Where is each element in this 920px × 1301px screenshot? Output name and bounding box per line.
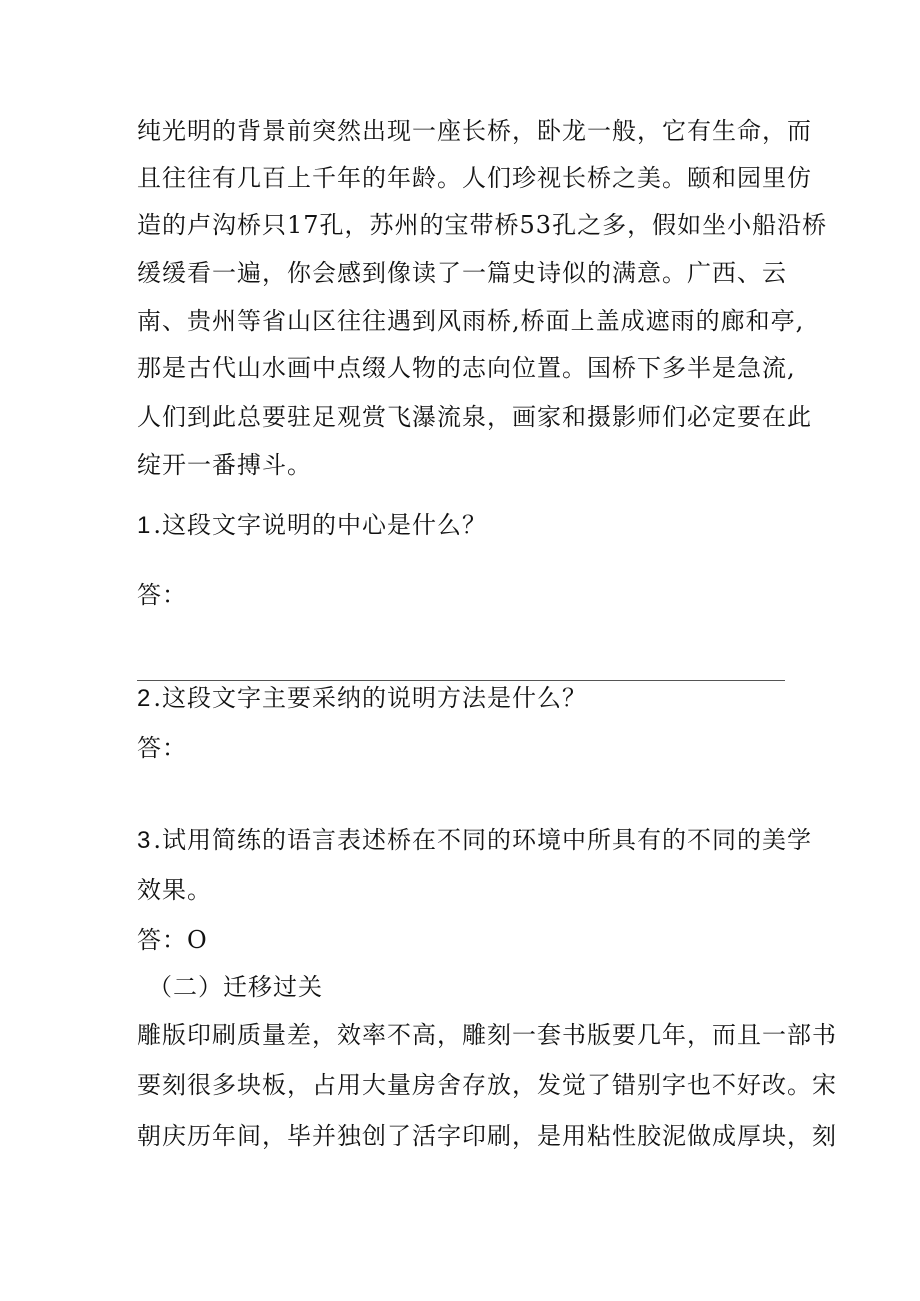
answer-label-3: 答：O [137, 926, 208, 954]
passage-line: 绽开一番搏斗。 [137, 451, 312, 479]
answer-label-1: 答： [137, 581, 187, 609]
passage-line: 雕版印刷质量差，效率不高，雕刻一套书版要几年，而且一部书 [137, 1021, 837, 1049]
question-1 [137, 510, 487, 541]
passage-line: 那是古代山水画中点缀人物的志向位置。国桥下多半是急流, [137, 354, 796, 382]
question-number: 1 [137, 512, 152, 539]
question-number: 2 [137, 685, 152, 712]
passage-line: 人们到此总要驻足观赏飞瀑流泉，画家和摄影师们必定要在此 [137, 403, 812, 431]
passage-line: 缓缓看一遍，你会感到像读了一篇史诗似的满意。广西、云 [137, 259, 787, 287]
question-3 [137, 825, 812, 856]
passage-line: 南、贵州等省山区往往遇到风雨桥,桥面上盖成遮雨的廊和亭, [137, 307, 805, 335]
passage-line: 造的卢沟桥只17孔，苏州的宝带桥53孔之多，假如坐小船沿桥 [137, 211, 828, 239]
question-text: .这段文字说明的中心是什么？ [153, 511, 487, 539]
divider-line [137, 680, 785, 681]
answer-label-2: 答： [137, 734, 187, 762]
question-number: 3 [137, 827, 152, 854]
question-2 [137, 683, 587, 714]
question-text: .这段文字主要采纳的说明方法是什么？ [153, 684, 587, 712]
passage-line: 要刻很多块板，占用大量房舍存放，发觉了错别字也不好改。宋 [137, 1071, 837, 1099]
question-text: .试用简练的语言表述桥在不同的环境中所具有的不同的美学 [153, 826, 812, 854]
passage-line: 朝庆历年间，毕并独创了活字印刷，是用粘性胶泥做成厚块，刻 [137, 1122, 837, 1150]
passage-line: 纯光明的背景前突然出现一座长桥，卧龙一般，它有生命，而 [137, 117, 812, 145]
passage-line: 且往往有几百上千年的年龄。人们珍视长桥之美。颐和园里仿 [137, 164, 812, 192]
section-heading: （二）迁移过关 [148, 973, 323, 1001]
question-3-continued: 效果。 [137, 876, 212, 904]
